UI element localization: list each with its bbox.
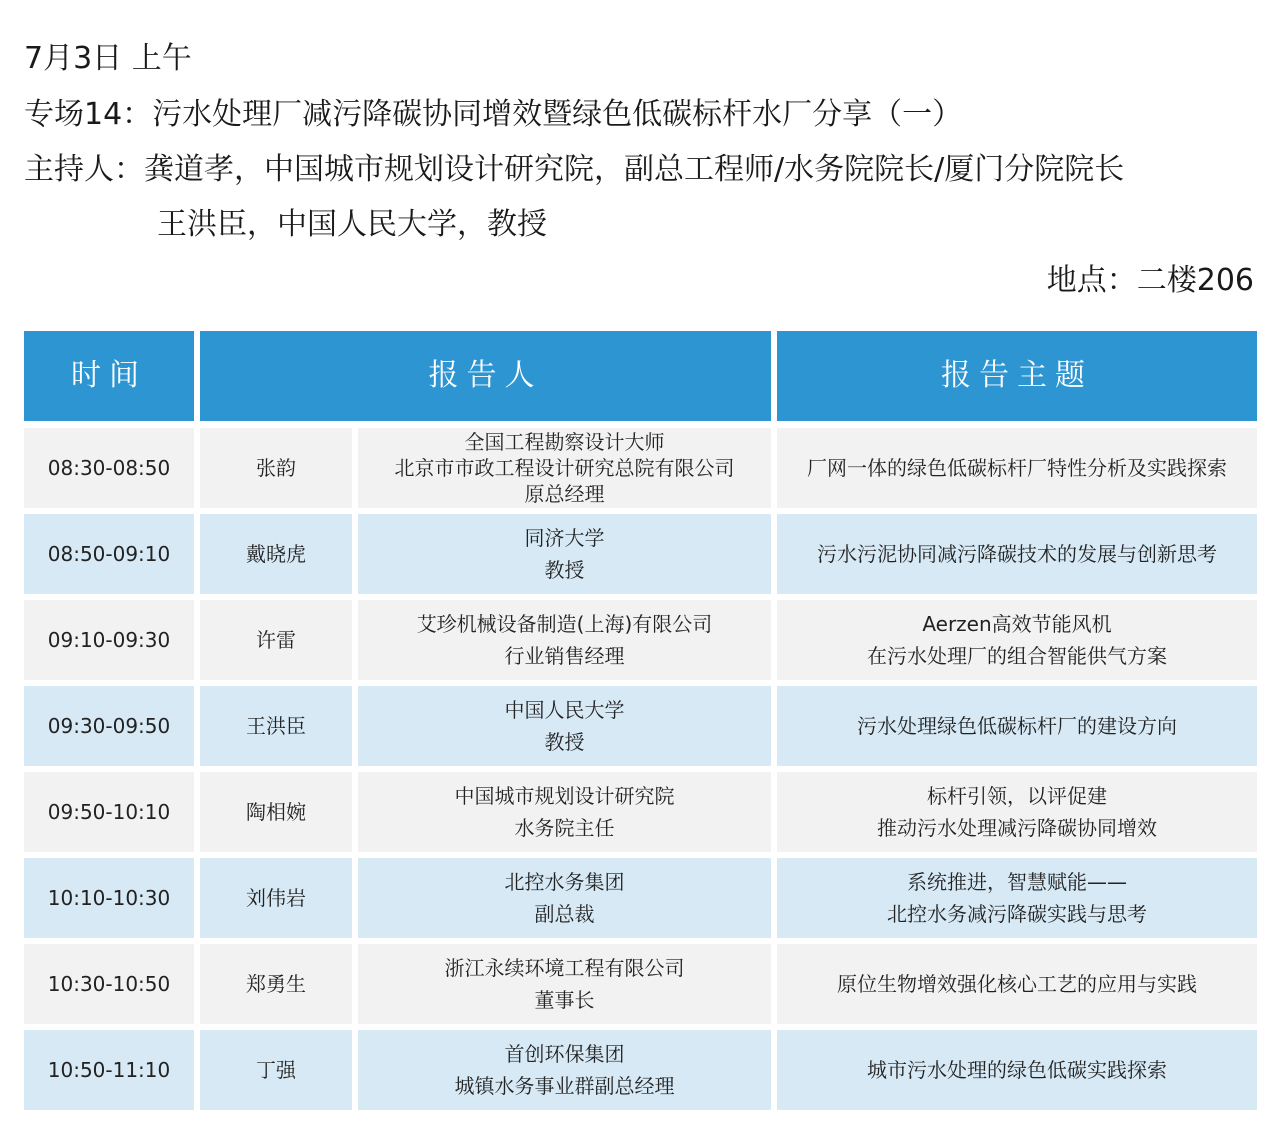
speaker-org-cell [358, 772, 771, 852]
speaker-org-cell-line: 浙江永续环境工程有限公司 [444, 956, 685, 980]
host-line-1 [24, 151, 1124, 189]
time-cell: 09:30-09:50 [24, 686, 194, 766]
time-cell: 08:30-08:50 [24, 428, 194, 508]
time-cell: 10:30-10:50 [24, 944, 194, 1024]
time-cell: 10:10-10:30 [24, 858, 194, 938]
speaker-org-cell-line: 水务院主任 [514, 816, 615, 840]
speaker-org-cell-line: 中国人民大学 [504, 698, 625, 722]
topic-cell-line: 污水污泥协同减污降碳技术的发展与创新思考 [817, 542, 1217, 566]
speaker-org-cell-line: 同济大学 [524, 526, 605, 550]
speaker-org-cell-line: 副总裁 [534, 902, 595, 926]
speaker-org-cell-line: 中国城市规划设计研究院 [454, 784, 675, 808]
time-cell: 09:10-09:30 [24, 600, 194, 680]
speaker-name-cell: 戴晓虎 [200, 514, 352, 594]
host-label: 主持人： [24, 152, 144, 187]
speaker-name-cell: 许雷 [200, 600, 352, 680]
topic-cell [777, 686, 1257, 766]
topic-cell-line: 原位生物增效强化核心工艺的应用与实践 [837, 972, 1197, 996]
topic-cell-line: 厂网一体的绿色低碳标杆厂特性分析及实践探索 [807, 456, 1227, 480]
speaker-org-cell [358, 858, 771, 938]
time-cell: 10:50-11:10 [24, 1030, 194, 1110]
speaker-name-cell: 刘伟岩 [200, 858, 352, 938]
speaker-org-cell [358, 428, 771, 508]
topic-cell-line: 污水处理绿色低碳标杆厂的建设方向 [857, 714, 1177, 738]
topic-cell-line: 在污水处理厂的组合智能供气方案 [867, 644, 1167, 668]
topic-cell-line: Aerzen高效节能风机 [922, 612, 1112, 636]
topic-cell-line: 城市污水处理的绿色低碳实践探索 [867, 1058, 1167, 1082]
session-date: 7月3日 上午 [24, 41, 192, 76]
speaker-org-cell [358, 514, 771, 594]
speaker-org-cell [358, 600, 771, 680]
topic-cell-line: 标杆引领，以评促建 [927, 784, 1107, 808]
topic-cell [777, 858, 1257, 938]
topic-cell [777, 772, 1257, 852]
time-cell: 09:50-10:10 [24, 772, 194, 852]
speaker-name-cell: 丁强 [200, 1030, 352, 1110]
host-1: 龚道孝，中国城市规划设计研究院，副总工程师/水务院院长/厦门分院院长 [144, 152, 1125, 187]
speaker-name-cell: 王洪臣 [200, 686, 352, 766]
speaker-org-cell-line: 原总经理 [524, 482, 605, 506]
speaker-org-cell-line: 城镇水务事业群副总经理 [454, 1074, 675, 1098]
topic-cell [777, 514, 1257, 594]
speaker-org-cell-line: 教授 [544, 558, 585, 582]
speaker-org-cell-line: 首创环保集团 [504, 1042, 625, 1066]
speaker-org-cell-line: 北控水务集团 [504, 870, 625, 894]
speaker-org-cell [358, 686, 771, 766]
speaker-name-cell: 张韵 [200, 428, 352, 508]
topic-cell-line: 推动污水处理减污降碳协同增效 [877, 816, 1157, 840]
speaker-org-cell-line: 全国工程勘察设计大师 [464, 430, 665, 454]
host-2: 王洪臣，中国人民大学，教授 [157, 207, 547, 242]
speaker-org-cell-line: 艾珍机械设备制造(上海)有限公司 [416, 612, 713, 636]
column-header-speaker: 报告人 [200, 331, 771, 421]
speaker-org-cell [358, 1030, 771, 1110]
topic-cell [777, 600, 1257, 680]
topic-cell-line: 北控水务减污降碳实践与思考 [887, 902, 1147, 926]
session-location: 地点：二楼206 [1046, 263, 1254, 298]
column-header-time: 时间 [24, 331, 194, 421]
topic-cell [777, 428, 1257, 508]
speaker-org-cell-line: 行业销售经理 [504, 644, 625, 668]
speaker-org-cell-line: 北京市市政工程设计研究总院有限公司 [394, 456, 735, 480]
speaker-org-cell [358, 944, 771, 1024]
time-cell: 08:50-09:10 [24, 514, 194, 594]
topic-cell [777, 944, 1257, 1024]
topic-cell-line: 系统推进，智慧赋能—— [907, 870, 1127, 894]
speaker-name-cell: 陶相婉 [200, 772, 352, 852]
speaker-name-cell: 郑勇生 [200, 944, 352, 1024]
session-title: 专场14：污水处理厂减污降碳协同增效暨绿色低碳标杆水厂分享（一） [24, 97, 963, 132]
speaker-org-cell-line: 董事长 [534, 988, 595, 1012]
column-header-topic: 报告主题 [777, 331, 1257, 421]
speaker-org-cell-line: 教授 [544, 730, 585, 754]
topic-cell [777, 1030, 1257, 1110]
